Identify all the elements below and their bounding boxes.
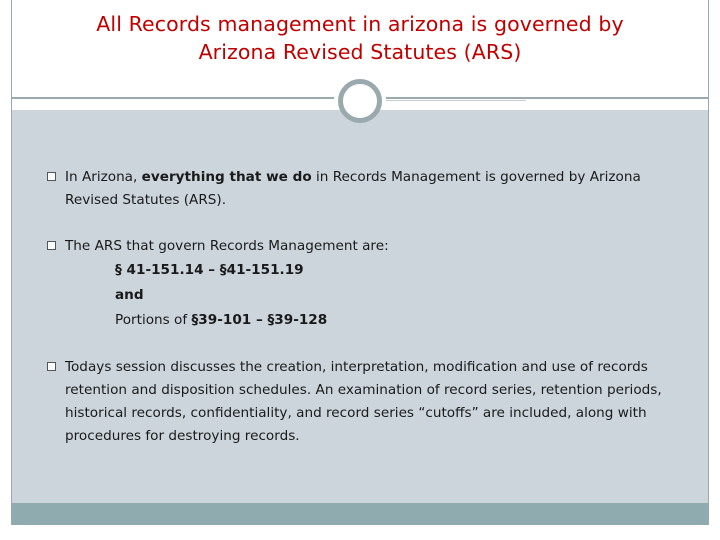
bullet-box-icon <box>47 172 56 181</box>
slide-title <box>12 10 708 66</box>
divider-right <box>386 97 708 99</box>
bullet-1-post: in Records Management is governed by Arizona Revised Statutes (ARS). <box>65 169 641 208</box>
title-line-1: All Records management in arizona is governed by <box>96 12 624 36</box>
title-line-2: Arizona Revised Statutes (ARS) <box>198 40 522 64</box>
statute-range-2-bold: §39-101 – §39-128 <box>191 312 328 328</box>
bullet-item-arizona <box>47 166 687 212</box>
bullet-box-icon <box>47 241 56 250</box>
statute-range-2 <box>65 308 687 333</box>
statute-range-2-pre: Portions of <box>115 312 192 328</box>
bullet-2-text: The ARS that govern Records Management are: <box>65 238 389 254</box>
divider-circle-ornament <box>338 79 382 123</box>
bullet-list <box>47 166 687 448</box>
statute-and-text: and <box>115 287 144 303</box>
bullet-3-text: Todays session discusses the creation, interpretation, modification and use of records retention and disposition schedules. An examination of record series, retention periods, historical records, confidentiality, and record series “cutoffs” are included, along with procedures for destroying records. <box>65 359 662 444</box>
footer-bar <box>12 503 708 525</box>
statute-range-1-text: § 41-151.14 – §41-151.19 <box>115 262 304 278</box>
divider-right-shadow <box>386 100 526 101</box>
bullet-1-pre: In Arizona, <box>65 169 142 185</box>
statute-and <box>65 283 687 308</box>
bullet-1-bold: everything that we do <box>141 169 312 185</box>
statute-range-1 <box>65 258 687 283</box>
bullet-item-ars <box>47 235 687 333</box>
bullet-item-session <box>47 356 687 448</box>
divider-left <box>12 97 334 99</box>
bullet-box-icon <box>47 362 56 371</box>
